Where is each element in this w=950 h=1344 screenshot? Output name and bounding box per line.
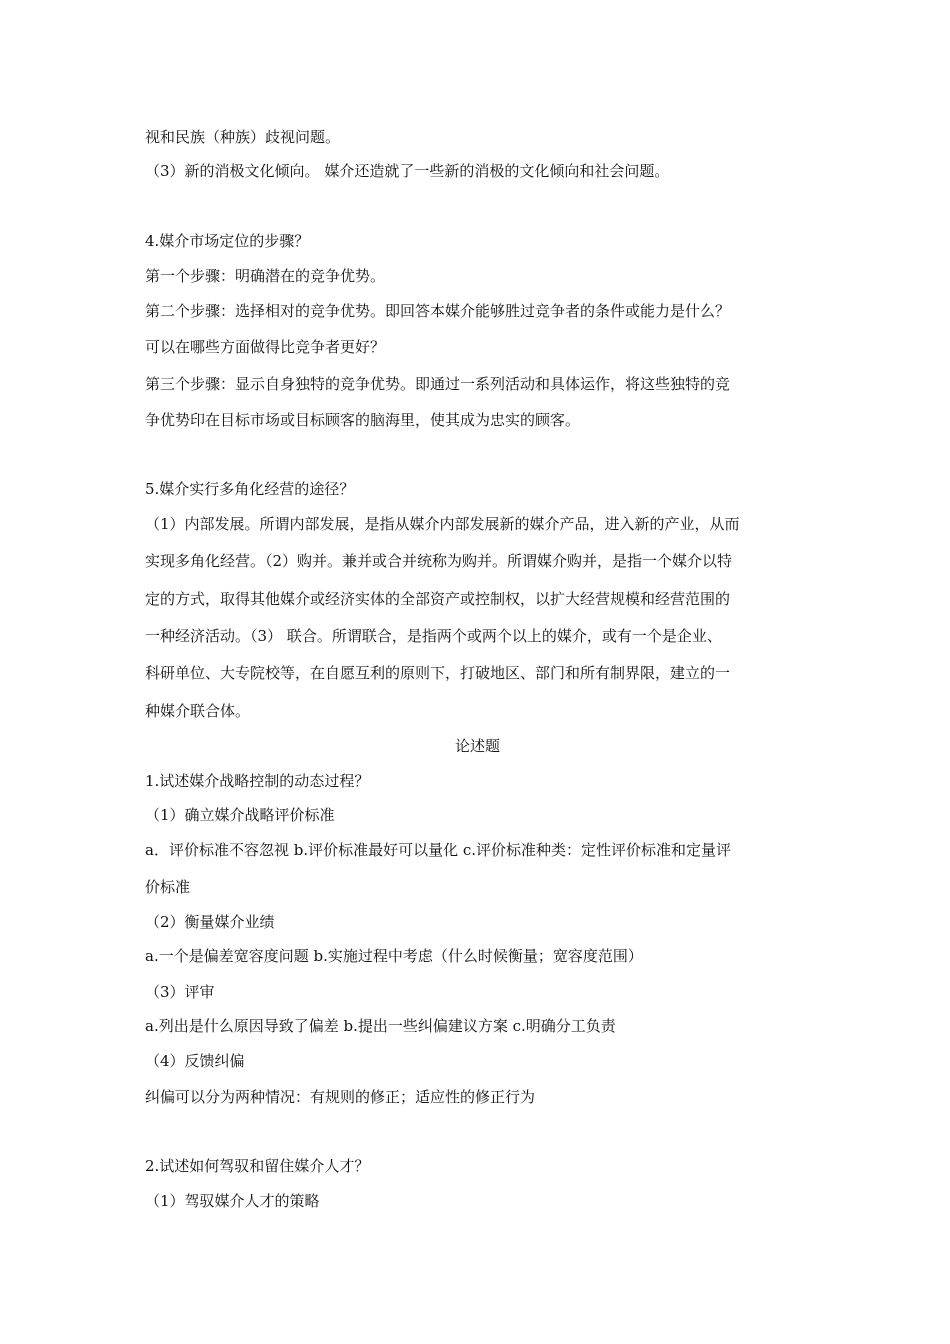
text-line: 定的方式，取得其他媒介或经济实体的全部资产或控制权，以扩大经营规模和经营范围的 (145, 590, 731, 608)
section-title: 论述题 (454, 737, 500, 755)
text-line: 种媒介联合体。 (145, 702, 251, 720)
text-line: 第二个步骤：选择相对的竞争优势。即回答本媒介能够胜过竞争者的条件或能力是什么？ (145, 302, 731, 320)
text-line: a.一个是偏差宽容度问题 b.实施过程中考虑（什么时候衡量；宽容度范围） (145, 947, 643, 965)
text-line: （1）内部发展。所谓内部发展，是指从媒介内部发展新的媒介产品，进入新的产业，从而 (145, 515, 740, 533)
text-line: 可以在哪些方面做得比竞争者更好？ (145, 338, 386, 356)
text-line: 第一个步骤：明确潜在的竞争优势。 (145, 267, 386, 285)
text-line: （3）新的消极文化倾向。 媒介还造就了一些新的消极的文化倾向和社会问题。 (145, 162, 670, 180)
text-line: 价标准 (145, 878, 191, 896)
text-line: （3）评审 (145, 983, 215, 1001)
question-heading: 4.媒介市场定位的步骤？ (145, 232, 310, 250)
question-heading: 2.试述如何驾驭和留住媒介人才？ (145, 1157, 370, 1175)
text-line: （4）反馈纠偏 (145, 1052, 245, 1070)
text-line: 一种经济活动。（3） 联合。所谓联合，是指两个或两个以上的媒介，或有一个是企业、 (145, 627, 722, 645)
text-line: a．评价标准不容忽视 b.评价标准最好可以量化 c.评价标准种类：定性评价标准和定量评 (145, 841, 732, 859)
text-line: 纠偏可以分为两种情况：有规则的修正；适应性的修正行为 (145, 1088, 536, 1106)
text-line: （1）确立媒介战略评价标准 (145, 806, 335, 824)
text-line: 第三个步骤：显示自身独特的竞争优势。即通过一系列活动和具体运作，将这些独特的竞 (145, 375, 731, 393)
text-line: 争优势印在目标市场或目标顾客的脑海里，使其成为忠实的顾客。 (145, 411, 581, 429)
text-line: a.列出是什么原因导致了偏差 b.提出一些纠偏建议方案 c.明确分工负责 (145, 1017, 616, 1035)
text-line: 视和民族（种族）歧视问题。 (145, 128, 341, 146)
text-line: （2）衡量媒介业绩 (145, 913, 275, 931)
question-heading: 5.媒介实行多角化经营的途径？ (145, 480, 355, 498)
text-line: 实现多角化经营。（2）购并。兼并或合并统称为购并。所谓媒介购并，是指一个媒介以特 (145, 552, 733, 570)
text-line: 科研单位、大专院校等，在自愿互利的原则下，打破地区、部门和所有制界限，建立的一 (145, 664, 731, 682)
question-heading: 1.试述媒介战略控制的动态过程？ (145, 772, 370, 790)
text-line: （1）驾驭媒介人才的策略 (145, 1192, 320, 1210)
